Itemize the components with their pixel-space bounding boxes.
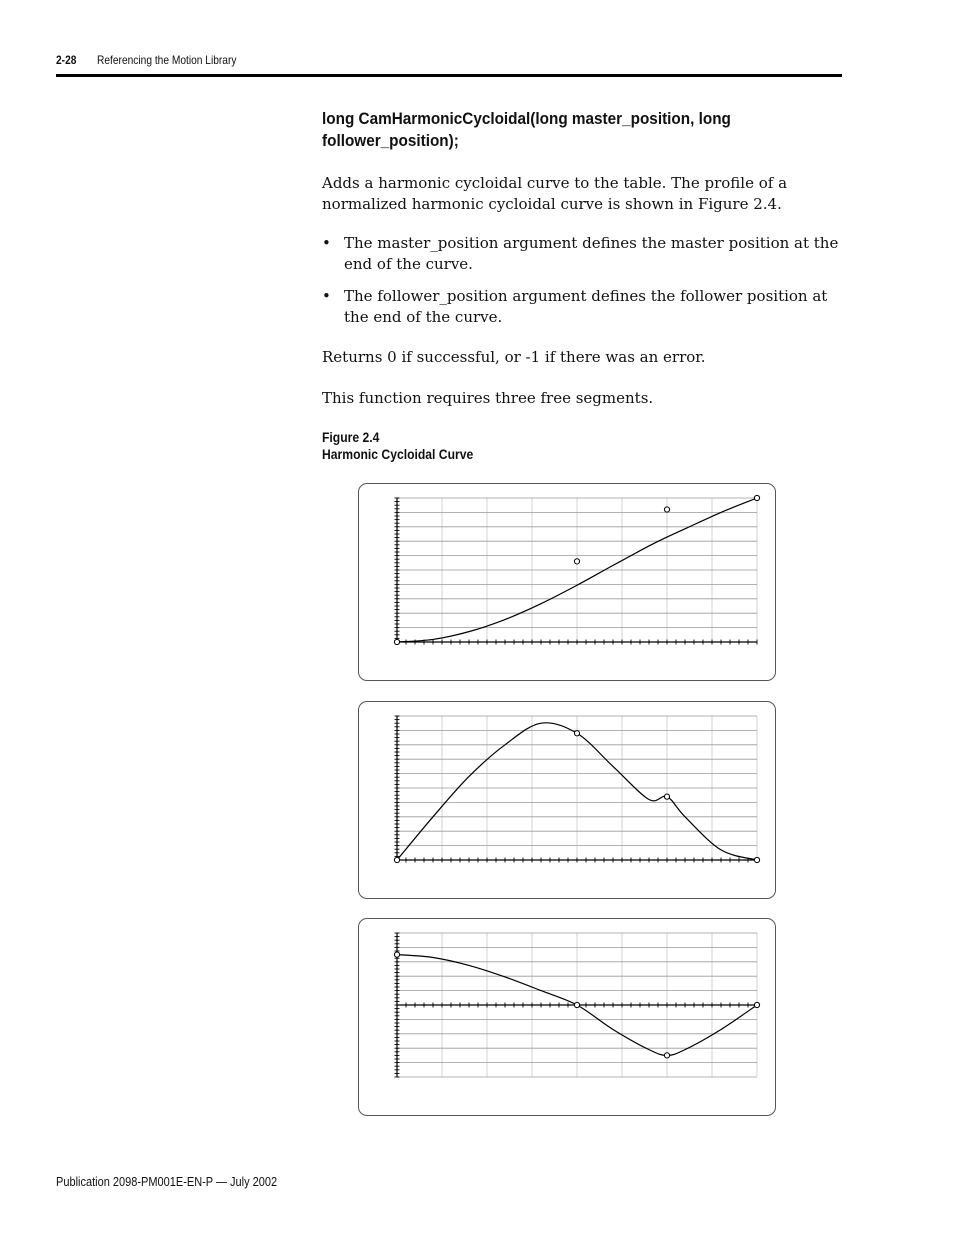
data-point (574, 559, 579, 564)
requirement-paragraph: This function requires three free segments. (322, 389, 654, 407)
function-signature-heading: long CamHarmonicCycloidal(long master_position, long follower_position); (322, 109, 731, 150)
page-number: 2-28 (56, 53, 77, 67)
data-point (754, 495, 759, 500)
data-point (664, 794, 669, 799)
velocity-chart (359, 702, 775, 898)
intro-paragraph: Adds a harmonic cycloidal curve to the table. The profile of a normalized harmonic cycloidal curve is shown in Figure 2.4. (322, 174, 788, 213)
chart-acceleration-panel (358, 918, 776, 1116)
chart-position-panel (358, 483, 776, 681)
data-point (394, 952, 399, 957)
acceleration-chart (359, 919, 775, 1115)
bullet-dot: • (322, 287, 331, 305)
chart-velocity-panel (358, 701, 776, 899)
data-point (664, 1053, 669, 1058)
bullet-dot: • (322, 234, 331, 252)
position-chart (359, 484, 775, 680)
header-rule (56, 74, 842, 77)
running-header-title: Referencing the Motion Library (97, 53, 237, 67)
bullet-text: The follower_position argument defines the follower position at the end of the curve. (344, 287, 828, 326)
data-point (664, 507, 669, 512)
footer-publication: Publication 2098-PM001E-EN-P — July 2002 (56, 1175, 278, 1189)
data-point (574, 731, 579, 736)
data-point (754, 1002, 759, 1007)
bullet-text: The master_position argument defines the master position at the end of the curve. (344, 234, 839, 273)
data-point (394, 639, 399, 644)
figure-number: Figure 2.4 (322, 430, 380, 445)
returns-paragraph: Returns 0 if successful, or -1 if there was an error. (322, 348, 706, 366)
data-point (394, 857, 399, 862)
data-point (754, 857, 759, 862)
figure-caption: Harmonic Cycloidal Curve (322, 447, 474, 462)
data-point (574, 1002, 579, 1007)
